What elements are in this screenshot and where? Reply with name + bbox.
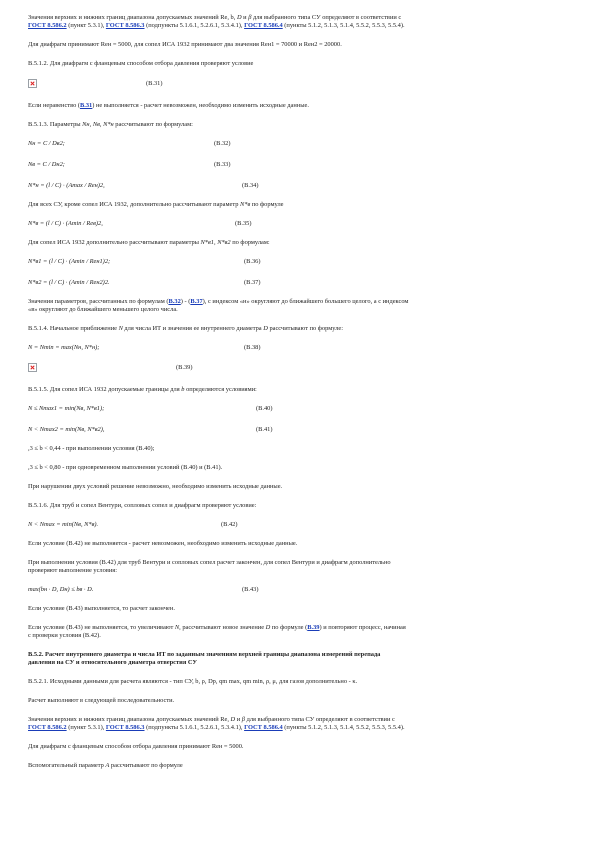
paragraph-reynolds-values: Для диафрагм принимают Re⁠н = 5000, для сопел ИСА 1932 принимают два значения Re⁠н1 = 70000 и Re⁠н2 = 20000. xyxy=(28,41,342,48)
paragraph-range-limits xyxy=(28,14,573,30)
formula-number: (В.33) xyxy=(214,161,231,168)
formula-expression: Nв = C / Dн2; xyxy=(28,161,65,168)
section-heading-v-5-2 xyxy=(28,651,573,667)
paragraph-aux-param xyxy=(28,762,573,770)
paragraph-v43-fail xyxy=(28,624,573,640)
broken-image-icon xyxy=(28,79,37,88)
formula-v40 xyxy=(28,405,573,413)
text: Значения параметров, рассчитанных по формулам ( xyxy=(28,298,169,305)
formula-v31-row xyxy=(28,79,573,91)
formula-number: (В.35) xyxy=(235,220,252,227)
text: , xyxy=(99,121,104,128)
text: D xyxy=(265,624,271,631)
gost-8586-4-link[interactable]: ГОСТ 8.586.4 xyxy=(244,22,283,29)
paragraph-v-5-1-6: В.5.1.6. Для труб и сопел Вентури, сопловых сопел и диафрагм проверяют условие: xyxy=(28,502,257,509)
text: В.5.1.4. Начальное приближение xyxy=(28,325,119,332)
paragraph-sequence: Расчет выполняют в следующей последовательности. xyxy=(28,697,175,704)
formula-v34 xyxy=(28,182,573,190)
text: В.5.1.3. Параметры xyxy=(28,121,83,128)
gost-8586-3-link[interactable]: ГОСТ 8.586.3 xyxy=(105,724,145,731)
text: по формулам: xyxy=(230,239,270,246)
formula-v33 xyxy=(28,161,573,169)
text: рассчитывают по формуле xyxy=(109,762,183,769)
formula-expression: N < Nmax = min(Nв, N*в). xyxy=(28,521,99,528)
formula-v35 xyxy=(28,220,573,228)
formula-v32 xyxy=(28,140,573,148)
paragraph-v-5-1-4 xyxy=(28,325,573,333)
text: с проверки условия (В.42). xyxy=(28,632,101,639)
text: b xyxy=(181,386,185,393)
formula-v37 xyxy=(28,279,573,287)
formula-expression: N*в2 = (l / C) · (Amin / Reн2)2. xyxy=(28,279,110,286)
formula-v42 xyxy=(28,521,573,529)
text: для выбранного типа СУ определяют в соответствии с xyxy=(251,14,402,21)
text: D xyxy=(236,14,242,21)
text: для числа ИТ и значения ее внутреннего диаметра xyxy=(122,325,264,332)
text: N*н xyxy=(103,121,114,128)
text: Nв xyxy=(92,121,100,128)
text: (пункт 5.3.1), xyxy=(66,22,106,29)
paragraph-v42-fail: Если условие (В.42) не выполняется - расчет невозможен, необходимо изменить исходные данные. xyxy=(28,540,298,547)
formula-expression: N*н = (l / C) · (Amax / Reн)2, xyxy=(28,182,105,189)
text: D xyxy=(263,325,268,332)
text: по формуле ( xyxy=(270,624,308,631)
paragraph-inequality-check xyxy=(28,102,573,110)
formula-expression: Nн = C / Dв2; xyxy=(28,140,65,147)
paragraph-flange-reynolds: Для диафрагм с фланцевым способом отбора давления принимают Re⁠н = 5000. xyxy=(28,743,244,750)
formula-v41 xyxy=(28,426,573,434)
ref-v39-link[interactable]: В.39 xyxy=(307,624,320,631)
formula-expression: N ≤ Nmax1 = min(Nв, N*в1); xyxy=(28,405,105,412)
text: (подпункты 5.1.6.1, 5.2.6.1, 5.3.4.1), xyxy=(144,724,245,731)
text: для выбранного типа СУ определяют в соответствии с xyxy=(244,716,395,723)
text: N*в2 xyxy=(217,239,231,246)
formula-number: (В.31) xyxy=(146,80,163,87)
formula-number: (В.34) xyxy=(242,182,259,189)
text: Если неравенство ( xyxy=(28,102,80,109)
ref-v31-link[interactable]: В.31 xyxy=(80,102,93,109)
broken-image-icon xyxy=(28,363,37,372)
text: ) - ( xyxy=(180,298,191,305)
text: давления на СУ и относительного диаметра отверстия СУ xyxy=(28,659,198,666)
paragraph-isa-1932-params xyxy=(28,239,573,247)
ref-v37-link[interactable]: В.37 xyxy=(190,298,203,305)
text: При выполнении условия (В.42) для труб Вентури и сопловых сопел расчет закончен, для сопел Вентури и диафрагм дополнительно xyxy=(28,559,391,566)
text: A xyxy=(105,762,110,769)
text: β xyxy=(248,14,252,21)
formula-expression: N*в = (l / C) · (Amin / Reв)2, xyxy=(28,220,103,227)
text: (пункт 5.3.1), xyxy=(66,724,106,731)
formula-v36 xyxy=(28,258,573,266)
text: и xyxy=(235,716,242,723)
text: N xyxy=(174,624,180,631)
text: рассчитывают по формуле: xyxy=(267,325,343,332)
gost-8586-3-link[interactable]: ГОСТ 8.586.3 xyxy=(105,22,145,29)
formula-expression: N*в1 = (l / C) · (Amin / Reн1)2; xyxy=(28,258,111,265)
text: определяются условиями: xyxy=(184,386,257,393)
text: (пункты 5.1.2, 5.1.3, 5.1.4, 5.5.2, 5.5.3, 5.5.4). xyxy=(282,724,405,731)
formula-number: (В.36) xyxy=(244,258,261,265)
text: Для сопел ИСА 1932 дополнительно рассчитывают параметры xyxy=(28,239,201,246)
text: ) и повторяют процесс, начиная xyxy=(319,624,406,631)
paragraph-rounding xyxy=(28,298,573,314)
text: Вспомогательный параметр xyxy=(28,762,106,769)
formula-number: (В.40) xyxy=(256,405,273,412)
paragraph-v-5-1-3 xyxy=(28,121,573,129)
formula-number: (В.37) xyxy=(244,279,261,286)
text: , рассчитывают новое значение xyxy=(179,624,266,631)
formula-v39-row xyxy=(28,363,573,375)
text: β xyxy=(241,716,245,723)
paragraph-v-5-1-5 xyxy=(28,386,573,394)
gost-8586-4-link[interactable]: ГОСТ 8.586.4 xyxy=(244,724,283,731)
text: N*в xyxy=(240,201,251,208)
text: N xyxy=(118,325,123,332)
document-page xyxy=(28,14,573,770)
paragraph-b-range-1: ,3 ≤ b < 0,44 - при выполнении условия (В.40); xyxy=(28,445,155,452)
formula-number: (В.32) xyxy=(214,140,231,147)
formula-expression: N < Nmax2 = min(Nв, N*в2), xyxy=(28,426,105,433)
formula-number: (В.38) xyxy=(244,344,261,351)
formula-expression: max(bн · D, Dн) ≤ bв · D. xyxy=(28,586,94,593)
paragraph-v-5-2-1: В.5.2.1. Исходными данными для расчета являются - тип СУ, b, ρ, Dp, qm max, qm min, ρ, μ, для газов дополнительно - κ. xyxy=(28,678,358,685)
formula-number: (В.39) xyxy=(176,364,193,371)
ref-v32-link[interactable]: В.32 xyxy=(168,298,181,305)
paragraph-v42-ok xyxy=(28,559,573,575)
text: N*в1 xyxy=(200,239,214,246)
text: Для всех СУ, кроме сопел ИСА 1932, дополнительно рассчитывают параметр xyxy=(28,201,240,208)
text: и xyxy=(241,14,249,21)
text: , xyxy=(213,239,218,246)
text: Nн xyxy=(82,121,90,128)
formula-expression: N = Nmin = max(Nн, N*н); xyxy=(28,344,100,351)
paragraph-range-limits-2 xyxy=(28,716,573,732)
text: проверяют выполнение условия: xyxy=(28,567,117,574)
text: , xyxy=(89,121,93,128)
text: Значения верхних и нижних границ диапазона допускаемых значений Re, xyxy=(28,716,231,723)
formula-number: (В.42) xyxy=(221,521,238,528)
paragraph-v-5-1-2: В.5.1.2. Для диафрагм с фланцевым способом отбора давления проверяют условие xyxy=(28,60,254,67)
paragraph-v43-ok: Если условие (В.43) выполняется, то расчет закончен. xyxy=(28,605,175,612)
text: Если условие (В.43) не выполняется, то увеличивают xyxy=(28,624,175,631)
text: D xyxy=(230,716,236,723)
text: (пункты 5.1.2, 5.1.3, 5.1.4, 5.5.2, 5.5.3, 5.5.4). xyxy=(282,22,405,29)
text: (подпункты 5.1.6.1, 5.2.6.1, 5.3.4.1), xyxy=(144,22,245,29)
paragraph-n-star-v xyxy=(28,201,573,209)
formula-v43 xyxy=(28,586,573,594)
text: «в» округляют до ближайшего меньшего целого числа. xyxy=(28,306,178,313)
formula-number: (В.43) xyxy=(242,586,259,593)
gost-8586-2-link[interactable]: ГОСТ 8.586.2 xyxy=(28,22,67,29)
paragraph-violation: При нарушении двух условий решение невозможно, необходимо изменить исходные данные. xyxy=(28,483,283,490)
text: ), с индексом «н» округляют до ближайшего большего целого, а с индексом xyxy=(202,298,409,305)
text: Значения верхних и нижних границ диапазона допускаемых значений Re, b, xyxy=(28,14,237,21)
text: рассчитывают по формулам: xyxy=(113,121,193,128)
text: ) не выполняется - расчет невозможен, необходимо изменить исходные данные. xyxy=(92,102,309,109)
formula-v38 xyxy=(28,344,573,352)
text: В.5.2. Расчет внутреннего диаметра и числа ИТ по заданным значениям верхней границы диапазона измерений перепада xyxy=(28,651,381,658)
gost-8586-2-link[interactable]: ГОСТ 8.586.2 xyxy=(28,724,67,731)
formula-number: (В.41) xyxy=(256,426,273,433)
paragraph-b-range-2: ,3 ≤ b < 0,80 - при одновременном выполнении условий (В.40) и (В.41). xyxy=(28,464,223,471)
text: по формуле xyxy=(250,201,284,208)
text: В.5.1.5. Для сопел ИСА 1932 допускаемые границы для xyxy=(28,386,182,393)
